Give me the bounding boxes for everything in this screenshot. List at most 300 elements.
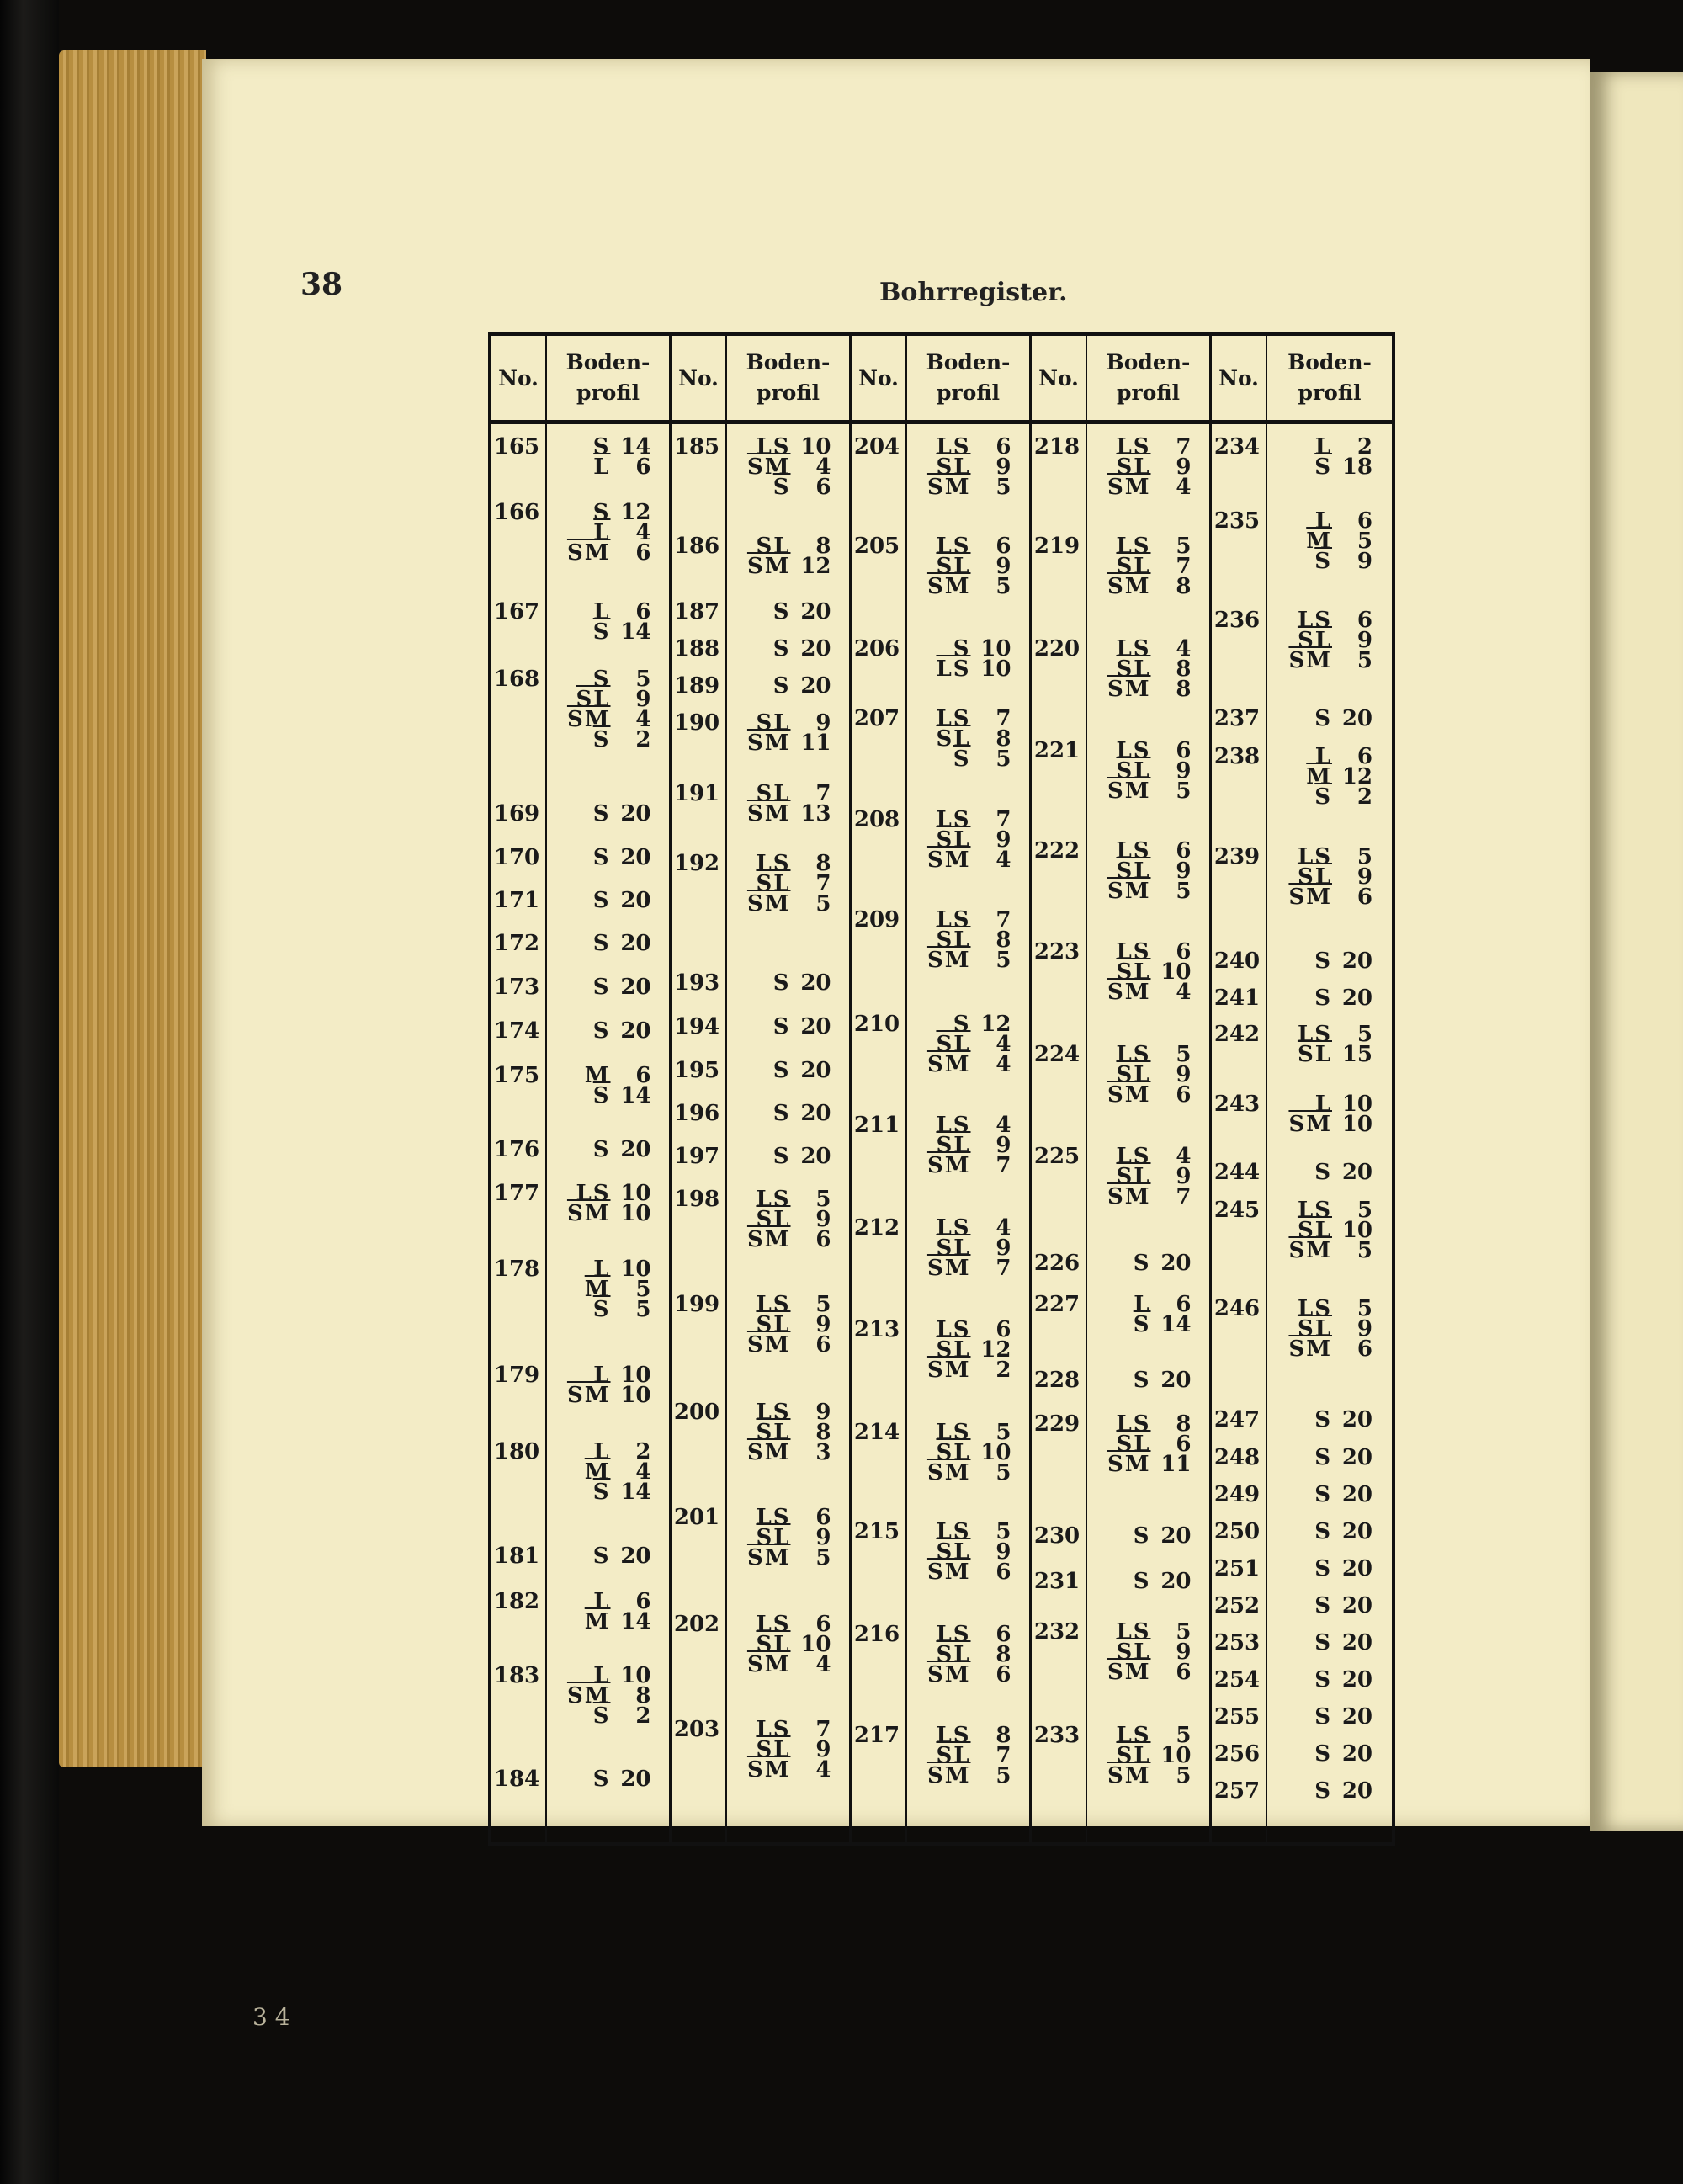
layer-thickness: 14 xyxy=(620,1609,651,1634)
layer-thickness: 9 xyxy=(815,1206,831,1232)
borehole-number: 179 xyxy=(493,1363,540,1389)
borehole-number: 249 xyxy=(1213,1481,1261,1507)
column-body xyxy=(491,424,669,1842)
borehole-number: 202 xyxy=(673,1612,720,1638)
layer-thickness: 9 xyxy=(1176,1639,1192,1666)
layer-thickness: 5 xyxy=(995,747,1011,773)
header-no: No. xyxy=(491,336,547,420)
soil-type: $\overline{SM}$ xyxy=(566,1683,611,1709)
soil-type: $\overline{SM}$ xyxy=(746,1652,791,1678)
layer-thickness: 8 xyxy=(815,1419,831,1445)
soil-type: L xyxy=(593,1363,611,1389)
borehole-number: 184 xyxy=(493,1766,540,1792)
layer-thickness: 7 xyxy=(995,1742,1011,1768)
layer-thickness: 5 xyxy=(815,1545,831,1571)
header-no: No. xyxy=(852,336,907,420)
soil-type: S xyxy=(772,970,791,996)
borehole-number: 226 xyxy=(1033,1251,1080,1277)
soil-layer xyxy=(1271,454,1385,480)
layer-thickness: 7 xyxy=(995,906,1011,933)
layer-thickness: 7 xyxy=(815,870,831,896)
soil-type: S xyxy=(1314,1630,1332,1655)
soil-type: S xyxy=(1133,1368,1151,1394)
layer-thickness: 6 xyxy=(1176,1292,1192,1318)
soil-layer xyxy=(730,599,842,624)
soil-layer xyxy=(550,1137,662,1162)
soil-type: $\overline{SM}$ xyxy=(1288,885,1332,911)
borehole-number: 191 xyxy=(673,780,720,806)
layer-thickness: 5 xyxy=(1356,844,1372,870)
soil-type: S xyxy=(772,1013,791,1039)
soil-type: $\overline{SL}$ xyxy=(1297,1316,1332,1342)
layer-thickness: 5 xyxy=(1176,1722,1192,1748)
borehole-number: 185 xyxy=(673,434,720,460)
layer-thickness: 4 xyxy=(995,1112,1011,1138)
layer-thickness: 20 xyxy=(800,636,831,662)
soil-layer xyxy=(730,1332,842,1358)
layer-thickness: 7 xyxy=(995,1256,1011,1282)
borehole-number: 213 xyxy=(853,1316,900,1342)
layer-thickness: 4 xyxy=(1176,979,1192,1005)
layer-thickness: 5 xyxy=(995,573,1011,599)
column-divider xyxy=(1086,424,1087,1842)
soil-type: LS xyxy=(936,1518,971,1544)
soil-layer xyxy=(730,1757,842,1783)
borehole-number: 183 xyxy=(493,1663,540,1689)
soil-type: LS xyxy=(936,1215,971,1241)
soil-type: LS xyxy=(756,1399,791,1425)
soil-layer xyxy=(550,1201,662,1226)
layer-thickness: 10 xyxy=(620,1383,651,1409)
borehole-number: 220 xyxy=(1033,636,1080,662)
soil-type: S xyxy=(1314,1481,1332,1507)
soil-layer xyxy=(1271,1519,1385,1544)
soil-type: S xyxy=(592,888,611,913)
soil-type: $\overline{SL}$ xyxy=(1297,1041,1332,1067)
borehole-number: 211 xyxy=(853,1112,900,1138)
soil-type: $\overline{SM}$ xyxy=(926,475,971,500)
header-bodenprofil: Boden- profil xyxy=(1106,349,1191,405)
layer-thickness: 9 xyxy=(1176,1163,1192,1189)
soil-type: S xyxy=(1133,1522,1151,1549)
soil-type: $\overline{SM}$ xyxy=(746,454,791,480)
layer-thickness: 8 xyxy=(1176,656,1192,683)
soil-type: S xyxy=(953,1012,971,1037)
layer-thickness: 5 xyxy=(1176,1762,1192,1788)
soil-layer xyxy=(1091,778,1203,804)
layer-thickness: 10 xyxy=(1160,959,1192,985)
borehole-number: 222 xyxy=(1033,838,1080,864)
soil-type: $\overline{SL}$ xyxy=(936,1235,971,1262)
layer-thickness: 20 xyxy=(1341,1704,1372,1730)
layer-thickness: 5 xyxy=(1356,1237,1372,1263)
borehole-number: 197 xyxy=(673,1143,720,1169)
layer-thickness: 8 xyxy=(635,1683,651,1709)
soil-type: $\overline{SM}$ xyxy=(926,1559,971,1585)
layer-thickness: 7 xyxy=(995,1152,1011,1178)
soil-layer xyxy=(911,475,1022,500)
soil-type: $\overline{SM}$ xyxy=(566,1383,611,1409)
layer-thickness: 7 xyxy=(995,806,1011,832)
layer-thickness: 9 xyxy=(815,1736,831,1762)
borehole-number: 188 xyxy=(673,636,720,662)
soil-layer xyxy=(911,574,1022,599)
borehole-number: 219 xyxy=(1033,533,1080,559)
borehole-number: 257 xyxy=(1213,1778,1261,1804)
layer-thickness: 2 xyxy=(635,1703,651,1730)
borehole-number: 193 xyxy=(673,970,720,996)
layer-thickness: 4 xyxy=(1176,636,1192,662)
soil-layer xyxy=(1091,1763,1203,1788)
layer-thickness: 20 xyxy=(800,673,831,699)
soil-type: $\overline{SL}$ xyxy=(756,1206,791,1232)
layer-thickness: 10 xyxy=(1160,1742,1192,1768)
layer-thickness: 9 xyxy=(815,1525,831,1551)
layer-thickness: 5 xyxy=(815,1186,831,1212)
soil-type: LS xyxy=(1116,533,1151,559)
column-header xyxy=(1032,336,1209,424)
soil-layer xyxy=(1091,1368,1203,1393)
soil-type: $\overline{SL}$ xyxy=(936,1032,971,1057)
borehole-number: 251 xyxy=(1213,1555,1261,1581)
layer-thickness: 9 xyxy=(995,1235,1011,1262)
soil-type: LS xyxy=(936,1112,971,1138)
soil-layer xyxy=(1271,1336,1385,1362)
borehole-number: 177 xyxy=(493,1180,540,1206)
layer-thickness: 6 xyxy=(635,1062,651,1088)
soil-layer xyxy=(1271,1112,1385,1137)
layer-thickness: 7 xyxy=(815,780,831,806)
soil-type: L xyxy=(1314,743,1332,769)
soil-layer xyxy=(550,1767,662,1792)
soil-layer xyxy=(730,731,842,756)
layer-thickness: 5 xyxy=(995,1460,1011,1486)
soil-type: S xyxy=(1314,1741,1332,1767)
soil-type: S xyxy=(592,1018,611,1044)
layer-thickness: 20 xyxy=(620,974,651,1000)
layer-thickness: 6 xyxy=(815,1505,831,1531)
soil-type: $\overline{SM}$ xyxy=(746,553,791,579)
layer-thickness: 10 xyxy=(1341,1217,1372,1243)
soil-type: S xyxy=(592,845,611,871)
layer-thickness: 5 xyxy=(1176,533,1192,559)
soil-type: SL xyxy=(756,780,791,806)
layer-thickness: 9 xyxy=(1356,864,1372,890)
layer-thickness: 5 xyxy=(1176,778,1192,804)
soil-type: S xyxy=(1314,706,1332,732)
borehole-number: 227 xyxy=(1033,1292,1080,1318)
layer-thickness: 9 xyxy=(1356,1316,1372,1342)
soil-type: $\overline{S}$ xyxy=(592,1297,611,1323)
soil-layer xyxy=(911,1460,1022,1485)
soil-layer xyxy=(1271,1593,1385,1618)
layer-thickness: 5 xyxy=(995,947,1011,973)
soil-type: $\overline{SL}$ xyxy=(1116,553,1151,579)
layer-thickness: 12 xyxy=(800,553,831,579)
soil-layer xyxy=(550,619,662,645)
soil-type: $\overline{SL}$ xyxy=(1116,454,1151,480)
layer-thickness: 20 xyxy=(620,930,651,956)
borehole-number: 244 xyxy=(1213,1160,1261,1186)
soil-type: S xyxy=(1314,948,1332,974)
soil-type: $\overline{SM}$ xyxy=(566,1200,611,1226)
soil-type: $\overline{SL}$ xyxy=(1116,1639,1151,1666)
soil-layer xyxy=(550,1480,662,1505)
soil-layer xyxy=(1271,1482,1385,1507)
soil-type: LS xyxy=(1297,607,1332,633)
soil-type: S xyxy=(592,974,611,1000)
soil-layer xyxy=(730,1652,842,1677)
facing-page-edge xyxy=(1590,72,1683,1831)
soil-type: $\overline{SL}$ xyxy=(1116,858,1151,885)
layer-thickness: 14 xyxy=(1160,1312,1192,1338)
layer-thickness: 2 xyxy=(635,1438,651,1464)
borehole-number: 181 xyxy=(493,1544,540,1570)
soil-layer xyxy=(550,540,662,566)
column-body xyxy=(852,424,1029,1842)
layer-thickness: 6 xyxy=(995,1316,1011,1342)
soil-layer xyxy=(911,1153,1022,1178)
borehole-number: 248 xyxy=(1213,1444,1261,1470)
soil-layer xyxy=(1271,949,1385,974)
soil-type: S xyxy=(1314,1555,1332,1581)
soil-type: LS xyxy=(756,1612,791,1638)
layer-thickness: 9 xyxy=(995,1538,1011,1565)
pencil-mark: 3 4 xyxy=(252,2003,290,2031)
soil-type: SL xyxy=(756,533,791,559)
soil-layer xyxy=(1271,549,1385,574)
borehole-number: 245 xyxy=(1213,1197,1261,1223)
soil-layer xyxy=(1091,879,1203,904)
column-divider xyxy=(905,424,907,1842)
soil-type: LS xyxy=(756,850,791,876)
page-number: 38 xyxy=(300,267,343,302)
soil-type: $\overline{L}$ xyxy=(593,520,611,546)
soil-type: $\overline{SM}$ xyxy=(746,1332,791,1358)
soil-layer xyxy=(1271,648,1385,673)
layer-thickness: 6 xyxy=(1176,1660,1192,1686)
borehole-number: 201 xyxy=(673,1505,720,1531)
soil-type: S xyxy=(1314,1407,1332,1433)
soil-type: $\overline{S}$ xyxy=(1314,784,1332,810)
layer-thickness: 9 xyxy=(1176,757,1192,784)
layer-thickness: 18 xyxy=(1341,454,1372,480)
borehole-number: 253 xyxy=(1213,1630,1261,1655)
soil-type: $\overline{SM}$ xyxy=(1288,1237,1332,1263)
layer-thickness: 9 xyxy=(995,1132,1011,1158)
soil-type: $\overline{SL}$ xyxy=(576,687,611,713)
column-body xyxy=(1212,424,1392,1842)
soil-layer xyxy=(911,1763,1022,1788)
soil-type: LS xyxy=(576,1180,611,1206)
borehole-number: 217 xyxy=(853,1722,900,1748)
borehole-number: 225 xyxy=(1033,1143,1080,1169)
layer-thickness: 20 xyxy=(1341,1630,1372,1655)
header-no: No. xyxy=(1212,336,1267,420)
layer-thickness: 6 xyxy=(995,1662,1011,1688)
soil-type: $\overline{SL}$ xyxy=(756,1632,791,1658)
soil-type: LS xyxy=(936,1420,971,1446)
header-bodenprofil: Boden- profil xyxy=(1287,349,1372,405)
layer-thickness: 20 xyxy=(1341,1407,1372,1433)
soil-layer xyxy=(1271,986,1385,1011)
soil-layer xyxy=(1271,1741,1385,1767)
soil-type: $\overline{SM}$ xyxy=(746,1756,791,1783)
borehole-number: 174 xyxy=(493,1018,540,1044)
soil-layer xyxy=(550,888,662,913)
soil-type: $\overline{SL}$ xyxy=(1116,656,1151,683)
soil-layer xyxy=(730,970,842,996)
soil-type: L xyxy=(593,1257,611,1283)
soil-type: L xyxy=(593,1663,611,1689)
layer-thickness: 20 xyxy=(620,1018,651,1044)
soil-type: $\overline{SL}$ xyxy=(1116,1432,1151,1458)
layer-thickness: 4 xyxy=(995,1052,1011,1077)
borehole-number: 242 xyxy=(1213,1021,1261,1047)
soil-type: LS xyxy=(1116,636,1151,662)
soil-layer xyxy=(550,1544,662,1569)
soil-type: S xyxy=(772,1057,791,1083)
borehole-number: 237 xyxy=(1213,706,1261,732)
layer-thickness: 20 xyxy=(800,1057,831,1083)
layer-thickness: 10 xyxy=(980,656,1011,683)
soil-type: L xyxy=(593,1438,611,1464)
borehole-number: 229 xyxy=(1033,1411,1080,1437)
layer-thickness: 10 xyxy=(620,1257,651,1283)
layer-thickness: 14 xyxy=(620,1082,651,1108)
layer-thickness: 20 xyxy=(1341,706,1372,732)
layer-thickness: 7 xyxy=(995,706,1011,732)
layer-thickness: 20 xyxy=(1341,1667,1372,1693)
borehole-number: 224 xyxy=(1033,1042,1080,1068)
layer-thickness: 6 xyxy=(1176,737,1192,763)
soil-type: LS xyxy=(1297,844,1332,870)
layer-thickness: 20 xyxy=(800,1143,831,1169)
soil-type: $\overline{SL}$ xyxy=(1116,1742,1151,1768)
layer-thickness: 5 xyxy=(995,475,1011,500)
layer-thickness: 20 xyxy=(1341,1741,1372,1767)
layer-thickness: 8 xyxy=(995,1722,1011,1748)
borehole-number: 175 xyxy=(493,1062,540,1088)
soil-type: $\overline{SM}$ xyxy=(926,947,971,973)
borehole-number: 207 xyxy=(853,706,900,732)
layer-thickness: 8 xyxy=(995,1642,1011,1668)
borehole-number: 223 xyxy=(1033,938,1080,964)
borehole-number: 180 xyxy=(493,1438,540,1464)
soil-type: $\overline{SM}$ xyxy=(926,847,971,873)
soil-type: LS xyxy=(756,1716,791,1742)
layer-thickness: 7 xyxy=(1176,553,1192,579)
layer-thickness: 6 xyxy=(1356,1336,1372,1363)
layer-thickness: 9 xyxy=(635,687,651,713)
soil-type: $\overline{SL}$ xyxy=(1116,1062,1151,1088)
borehole-number: 206 xyxy=(853,636,900,662)
borehole-number: 241 xyxy=(1213,985,1261,1011)
layer-thickness: 9 xyxy=(815,1399,831,1425)
borehole-number: 221 xyxy=(1033,737,1080,763)
soil-type: $\overline{SL}$ xyxy=(936,553,971,579)
borehole-number: 189 xyxy=(673,673,720,699)
layer-thickness: 5 xyxy=(1356,1021,1372,1047)
soil-type: $\overline{SM}$ xyxy=(1107,1082,1151,1108)
layer-thickness: 13 xyxy=(800,800,831,826)
soil-type: S xyxy=(772,673,791,699)
soil-layer xyxy=(550,801,662,826)
layer-thickness: 20 xyxy=(1341,1160,1372,1186)
layer-thickness: 20 xyxy=(1160,1568,1192,1594)
soil-type: LS xyxy=(756,434,791,460)
borehole-number: 195 xyxy=(673,1057,720,1083)
soil-type: $\overline{SM}$ xyxy=(746,800,791,826)
layer-thickness: 20 xyxy=(1341,1592,1372,1618)
soil-layer xyxy=(550,931,662,956)
soil-type: $\overline{S}$ xyxy=(592,1479,611,1505)
borehole-number: 186 xyxy=(673,533,720,559)
soil-type: LS xyxy=(756,1292,791,1318)
layer-thickness: 12 xyxy=(980,1336,1011,1363)
soil-type: $\overline{LS}$ xyxy=(936,656,971,683)
soil-layer xyxy=(1271,706,1385,731)
layer-thickness: 6 xyxy=(1356,743,1372,769)
soil-type: S xyxy=(772,1143,791,1169)
soil-layer xyxy=(1091,574,1203,599)
layer-thickness: 20 xyxy=(620,1136,651,1162)
soil-type: LS xyxy=(1116,1722,1151,1748)
soil-layer xyxy=(1271,1778,1385,1804)
borehole-number: 190 xyxy=(673,710,720,736)
column-divider xyxy=(545,424,547,1842)
soil-type: $\overline{S}$ xyxy=(1133,1312,1151,1338)
soil-layer xyxy=(911,656,1022,682)
soil-layer xyxy=(550,1383,662,1408)
soil-layer xyxy=(1271,1042,1385,1067)
borehole-number: 247 xyxy=(1213,1407,1261,1433)
soil-type: $\overline{SL}$ xyxy=(756,1312,791,1338)
soil-type: LS xyxy=(936,1316,971,1342)
layer-thickness: 7 xyxy=(1176,1183,1192,1209)
borehole-number: 238 xyxy=(1213,743,1261,769)
soil-type: $\overline{S}$ xyxy=(772,475,791,500)
soil-type: LS xyxy=(1116,1411,1151,1437)
soil-layer xyxy=(730,1227,842,1252)
soil-layer xyxy=(1271,784,1385,810)
soil-type: $\overline{S}$ xyxy=(1314,454,1332,480)
column-body xyxy=(1032,424,1209,1842)
soil-layer xyxy=(550,975,662,1000)
layer-thickness: 8 xyxy=(815,850,831,876)
borehole-number: 210 xyxy=(853,1012,900,1037)
layer-thickness: 20 xyxy=(1160,1251,1192,1277)
layer-thickness: 6 xyxy=(815,475,831,500)
soil-type: $\overline{SL}$ xyxy=(756,1419,791,1445)
soil-type: $\overline{S}$ xyxy=(592,1082,611,1108)
layer-thickness: 10 xyxy=(800,434,831,460)
soil-type: $\overline{SL}$ xyxy=(1297,627,1332,653)
soil-type: $\overline{L}$ xyxy=(593,454,611,480)
layer-thickness: 5 xyxy=(635,1277,651,1303)
soil-type: $\overline{SM}$ xyxy=(926,573,971,599)
layer-thickness: 4 xyxy=(815,1756,831,1783)
layer-thickness: 6 xyxy=(1356,885,1372,911)
soil-layer xyxy=(1271,1556,1385,1581)
soil-type: L xyxy=(1314,1092,1332,1118)
borehole-number: 252 xyxy=(1213,1592,1261,1618)
soil-layer xyxy=(730,1058,842,1083)
soil-type: LS xyxy=(936,1622,971,1648)
layer-thickness: 9 xyxy=(995,553,1011,579)
layer-thickness: 9 xyxy=(1176,454,1192,480)
layer-thickness: 4 xyxy=(995,847,1011,873)
